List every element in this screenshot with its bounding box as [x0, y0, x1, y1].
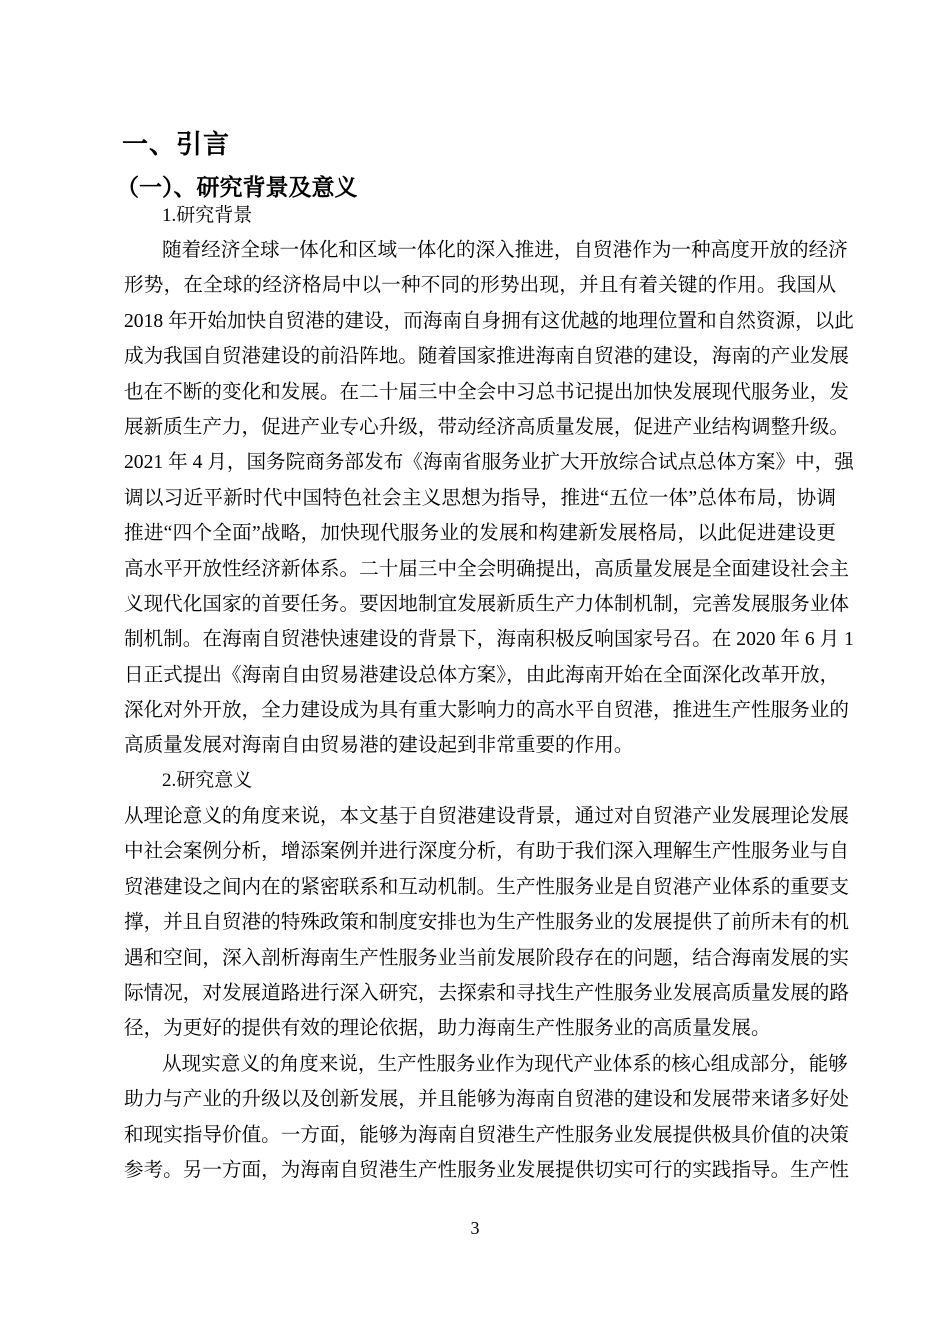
- text-line: 从现实意义的角度来说，生产性服务业作为现代产业体系的核心组成部分，能够: [162, 1054, 848, 1075]
- text-line: 2018 年开始加快自贸港的建设，而海南自身拥有这优越的地理位置和自然资源，以此: [124, 310, 854, 332]
- paragraph-background: [124, 233, 854, 764]
- page-number: 3: [470, 1218, 480, 1238]
- text-line: 遇和空间，深入剖析海南生产性服务业当前发展阶段存在的问题，结合海南发展的实: [124, 947, 849, 969]
- subsection-heading: （一）、研究背景及意义: [116, 175, 358, 200]
- text-line: 从理论意义的角度来说，本文基于自贸港建设背景，通过对自贸港产业发展理论发展: [124, 806, 849, 827]
- text-line: 推进“四个全面”战略，加快现代服务业的发展和构建新发展格局，以此促进建设更: [124, 523, 836, 545]
- text-line: 日正式提出《海南自由贸易港建设总体方案》，由此海南开始在全面深化改革开放，: [124, 664, 840, 686]
- text-line: 调以习近平新时代中国特色社会主义思想为指导，推进“五位一体”总体布局，协调: [124, 487, 836, 509]
- text-line: 深化对外开放，全力建设成为具有重大影响力的高水平自贸港，推进生产性服务业的: [124, 700, 849, 722]
- text-line: 展新质生产力，促进产业专心升级，带动经济高质量发展，促进产业结构调整升级。: [124, 416, 849, 438]
- text-line: 也在不断的变化和发展。在二十届三中全会中习总书记提出加快发展现代服务业，发: [124, 381, 849, 403]
- text-line: 高水平开放性经济新体系。二十届三中全会明确提出，高质量发展是全面建设社会主: [124, 558, 849, 580]
- text-line: 际情况，对发展道路进行深入研究，去探索和寻找生产性服务业发展高质量发展的路: [124, 982, 849, 1004]
- text-line: 2021 年 4 月，国务院商务部发布《海南省服务业扩大开放综合试点总体方案》中，强: [124, 452, 854, 474]
- text-line: 贸港建设之间内在的紧密联系和互动机制。生产性服务业是自贸港产业体系的重要支: [124, 876, 849, 898]
- text-line: 和现实指导价值。一方面，能够为海南自贸港生产性服务业发展提供极具价值的决策: [124, 1124, 849, 1146]
- text-line: 随着经济全球一体化和区域一体化的深入推进，自贸港作为一种高度开放的经济: [162, 240, 848, 261]
- text-line: 撑，并且自贸港的特殊政策和制度安排也为生产性服务业的发展提供了前所未有的机: [124, 912, 849, 934]
- text-line: 高质量发展对海南自由贸易港的建设起到非常重要的作用。: [124, 735, 634, 757]
- sub-heading-background: 1.研究背景: [162, 205, 253, 226]
- text-line: 义现代化国家的首要任务。要因地制宜发展新质生产力体制机制，完善发展服务业体: [124, 593, 849, 615]
- text-line: 中社会案例分析，增添案例并进行深度分析，有助于我们深入理解生产性服务业与自: [124, 841, 849, 863]
- section-heading: 一、引言: [122, 130, 231, 159]
- text-line: 助力与产业的升级以及创新发展，并且能够为海南自贸港的建设和发展带来诸多好处: [124, 1089, 849, 1111]
- text-line: 参考。另一方面，为海南自贸港生产性服务业发展提供切实可行的实践指导。生产性: [124, 1160, 849, 1182]
- text-line: 形势，在全球的经济格局中以一种不同的形势出现，并且有着关键的作用。我国从: [124, 275, 836, 297]
- sub-heading-significance: 2.研究意义: [162, 770, 253, 791]
- paragraph-theoretical-significance: [124, 799, 849, 1047]
- text-line: 成为我国自贸港建设的前沿阵地。随着国家推进海南自贸港的建设，海南的产业发展: [124, 346, 849, 368]
- text-line: 径，为更好的提供有效的理论依据，助力海南生产性服务业的高质量发展。: [124, 1018, 771, 1040]
- text-line: 制机制。在海南自贸港快速建设的背景下，海南积极反响国家号召。在 2020 年 6 月 1: [124, 629, 854, 651]
- paragraph-practical-significance: [124, 1047, 849, 1189]
